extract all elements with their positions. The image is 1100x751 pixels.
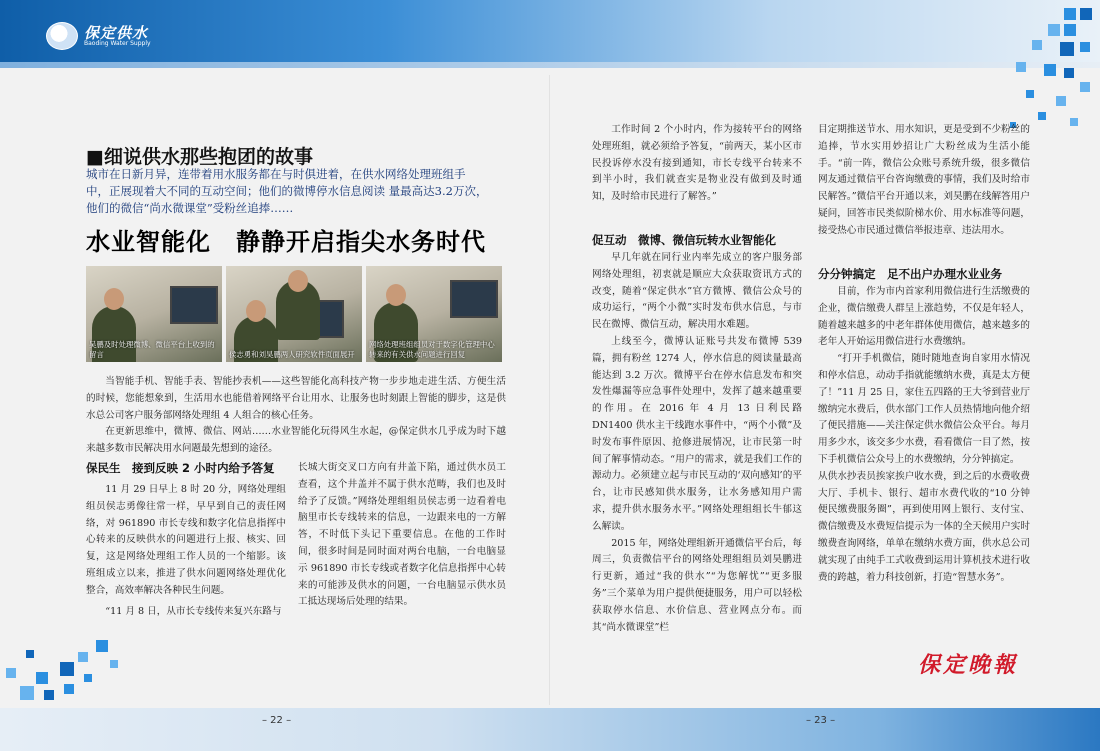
photo-caption: 侯志勇和刘昊鹏两人研究软件页面展开: [229, 350, 355, 359]
column-3-top: [592, 122, 802, 206]
logo-chinese: 保定供水: [84, 23, 149, 42]
subheading-2: 促互动 微博、微信玩转水业智能化: [592, 233, 776, 247]
subheading-1: 保民生 接到反映 2 小时内给予答复: [86, 461, 275, 475]
photo-caption: 吴鹏及时处理微博、微信平台上收到的留言: [89, 340, 215, 359]
photo-caption: 网络处理班组组员对于数字化管理中心转来的有关供水问题进行回复: [369, 340, 495, 359]
header-band: [0, 62, 1100, 68]
photo-3: [366, 266, 502, 362]
column-1: [86, 482, 286, 620]
lead-line: 中，正展现着大不同的互动空间；他们的微博停水信息阅读 量最高达3.2万次，: [86, 184, 488, 198]
page-gutter: [549, 75, 550, 705]
column-4-top: [818, 122, 1030, 240]
paragraph: 工作时间 2 个小时内，作为接转平台的网络处理班组，就必须给予答复，“前两天，某小区市民投诉停水没有接到通知，市长专线平台转来不到半小时，我们就查实是物业没有做到及时通知，及时给市民进行了解答。”: [592, 124, 802, 203]
logo-english: Baoding Water Supply: [84, 39, 151, 47]
logo: [46, 22, 151, 50]
intro-text: [86, 374, 506, 458]
paragraph: 早几年就在同行业内率先成立的客户服务部网络处理组，初衷就是顺应大众获取资讯方式的改变，随着“保定供水”官方微博、微信公众号的成功运行，“两个小微”实时发布供水信息，与市民在微博、微信互动，解决用水难题。: [592, 252, 802, 331]
paragraph: 目定期推送节水、用水知识，更是受到不少粉丝的追捧，节水实用妙招让广大粉丝成为生活小能手。“前一阵，微信公众账号系统升级，很多微信网友通过微信平台咨询缴费的事情，我们及时给市民解答。”微信平台开通以来，刘昊鹏在线解答用户疑问，回答市民类似阶梯水价、用水标准等问题，接受热心市民通过微信举报违章、违法用水。: [818, 124, 1030, 236]
newspaper-stamp: 保定晚報: [918, 653, 1019, 678]
paragraph: 在更新思维中，微博、微信、网站……水业智能化玩得风生水起，@保定供水几乎成为时下越来越多数市民解决用水问题最先想到的途径。: [86, 426, 506, 455]
subheading-3: 分分钟搞定 足不出户办理水业业务: [818, 267, 1002, 281]
column-3: [592, 250, 802, 636]
lead-line: 城市在日新月异，连带着用水服务都在与时俱进着，在供水网络处理班组手: [86, 167, 466, 181]
paragraph: “打开手机微信，随时随地查询自家用水情况和停水信息，动动手指就能缴纳水费，真是太方便了！”11 月 25 日，家住五四路的王大爷到营业厅缴纳完水费后，供水部门工作人员热情地向他介绍了便民措施——关注保定供水微信公众平台。每月用多少水，该交多少水费，看看微信一目了然，按下手机微信公众号上的水费缴纳，分分钟搞定。: [818, 353, 1030, 465]
paragraph: 当智能手机、智能手表、智能抄表机——这些智能化高科技产物一步步地走进生活、方便生活的时候，您能想象到，生活用水也能借着网络平台让用水、让服务也时刻跟上智能的脚步，这是供水总公司客户服务部网络处理组 4 人组合的核心任务。: [86, 376, 506, 421]
page-number-left: – 22 –: [262, 715, 292, 726]
section-title: ■细说供水那些抱团的故事: [86, 146, 313, 168]
paragraph: 目前，作为市内首家利用微信进行生活缴费的企业，微信缴费人群呈上涨趋势，不仅是年轻人，随着越来越多的中老年群体使用微信，越来越多的老年人开始运用微信进行水费缴纳。: [818, 286, 1030, 348]
paragraph: 从供水抄表员挨家挨户收水费，到之后的水费收费大厅、手机卡、银行、超市水费代收的“10 分钟便民缴费服务圈”，再到使用网上银行、支付宝、微信缴费及水费短信提示为一体的全天候用户实时缴费查询网络，单单在缴纳水费方面，供水总公司就实现了由纯手工式收费到运用计算机技术进行收费的跨越，着力科技创新，打造“智慧水务”。: [818, 470, 1030, 583]
photo-2: [226, 266, 362, 362]
lead-line: 他们的微信“尚水微课堂”受粉丝追捧……: [86, 201, 294, 215]
paragraph: 长城大街交叉口方向有井盖下陷，通过供水员工查看，这个井盖并不属于供水范畴，我们也及时给予了反馈。”网络处理组组员侯志勇一边看着电脑里市长专线转来的信息，一边跟来电的一方解答，不时低下头记下重要信息。在他的工作时间，很多时间是同时面对两台电脑，一台电脑显示 961890 市长专线或者数字化信息指挥中心转来的可能涉及供水的问题，一台电脑显示供水员工抵达现场后处理的结果。: [298, 462, 506, 608]
page-number-right: – 23 –: [806, 715, 836, 726]
header-bar: [0, 0, 1100, 62]
water-drop-icon: [46, 22, 78, 50]
lead-paragraph: [86, 166, 506, 217]
paragraph: 11 月 29 日早上 8 时 20 分，网络处理组组员侯志勇像往常一样，早早到自己的责任网络，对 961890 市长专线和数字化信息指挥中心转来的反映供水的问题进行上报、核实、回复，这是网络处理组工作人员的一个缩影。该班组成立以来，推进了供水问题网络处理优化整合，高效率解决各种民生问题。: [86, 484, 286, 596]
column-2: [298, 460, 506, 611]
paragraph: 上线至今，微博认证账号共发布微博 539 篇，拥有粉丝 1274 人，停水信息的阅读量最高能达到 3.2 万次。微博平台在停水信息发布和突发性爆漏等应急事件处理中，发挥了越来越重要的作用。在 2016 年 4 月 13 日利民路 DN1400 供水主干线跑水事件中，“两个小微”及时发布事件原因、抢修进展情况，让市民第一时间了解事情动态。“用户的需求，就是我们工作的源动力。必须建立起与市民互动的‘双向感知’的平台，让市民感知供水服务，让水务感知用户需求，提升供水服务水平。”网络处理组组长牛郁这么解读。: [592, 335, 802, 532]
headline: 水业智能化 静静开启指尖水务时代: [86, 228, 486, 256]
column-4: [818, 284, 1030, 586]
paragraph: “11 月 8 日，从市长专线传来复兴东路与: [105, 605, 282, 617]
paragraph: 2015 年，网络处理组新开通微信平台后，每周三，负责微信平台的网络处理组组员刘昊鹏进行更新，通过“我的供水”“为您解忧”“更多服务”三个菜单为用户提供便捷服务，用户可以轻松获取停水信息、水价信息、营业网点分布。而其“尚水微课堂”栏: [592, 537, 802, 633]
photo-1: [86, 266, 222, 362]
footer-bar: [0, 708, 1100, 751]
